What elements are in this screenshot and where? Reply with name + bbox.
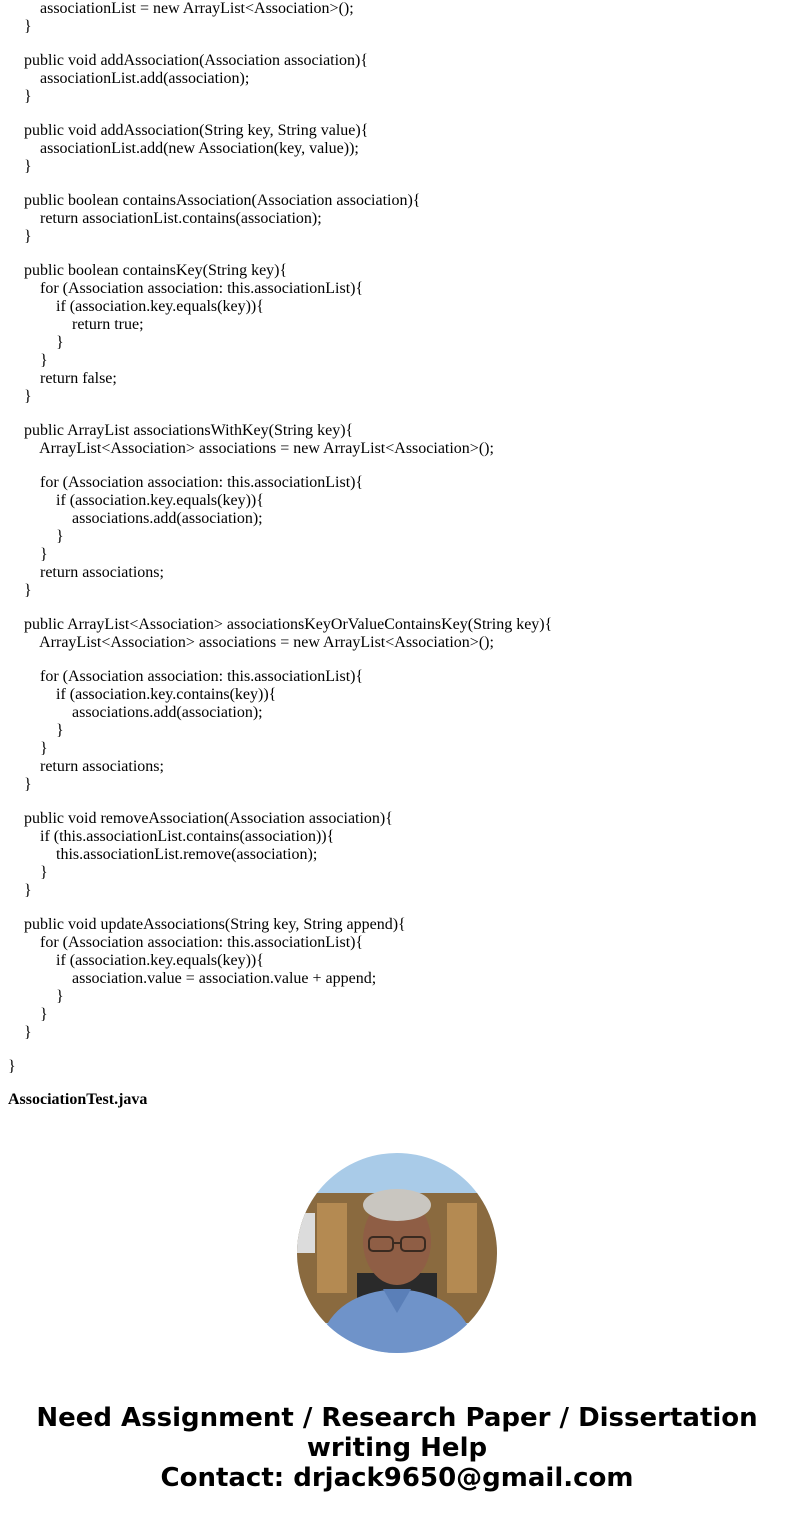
code-line: associationList.add(new Association(key, value)); bbox=[8, 140, 359, 157]
code-line: public void addAssociation(Association association){ bbox=[8, 52, 369, 69]
code-line: } bbox=[8, 722, 64, 739]
code-line: public boolean containsKey(String key){ bbox=[8, 262, 288, 279]
code-line: return associationList.contains(association); bbox=[8, 210, 322, 227]
code-line: association.value = association.value + append; bbox=[8, 970, 377, 987]
promo-line-2: writing Help bbox=[306, 1433, 488, 1463]
code-line: return true; bbox=[8, 316, 144, 333]
code-line: public void addAssociation(String key, String value){ bbox=[8, 122, 369, 139]
author-avatar bbox=[297, 1153, 497, 1353]
code-line: public void updateAssociations(String key, String append){ bbox=[8, 916, 406, 933]
code-line bbox=[8, 246, 788, 262]
code-line: } bbox=[8, 88, 32, 105]
code-line: if (association.key.equals(key)){ bbox=[8, 298, 264, 315]
code-line: if (this.associationList.contains(association)){ bbox=[8, 828, 335, 845]
file-heading: AssociationTest.java bbox=[8, 1091, 148, 1108]
code-line: } bbox=[8, 528, 64, 545]
code-line: } bbox=[8, 882, 32, 899]
code-line bbox=[8, 1042, 788, 1058]
code-line bbox=[8, 652, 788, 668]
code-line bbox=[8, 458, 788, 474]
code-line: } bbox=[8, 158, 32, 175]
code-line: ArrayList<Association> associations = new ArrayList<Association>(); bbox=[8, 634, 494, 651]
promo-banner bbox=[0, 1403, 794, 1493]
code-line: associations.add(association); bbox=[8, 704, 263, 721]
code-line bbox=[8, 600, 788, 616]
code-line: } bbox=[8, 864, 48, 881]
code-line: } bbox=[8, 1006, 48, 1023]
code-line: return associations; bbox=[8, 758, 164, 775]
code-line bbox=[8, 900, 788, 916]
code-line: associationList.add(association); bbox=[8, 70, 250, 87]
code-line: } bbox=[8, 1024, 32, 1041]
code-line: } bbox=[8, 18, 32, 35]
code-line: for (Association association: this.associationList){ bbox=[8, 280, 364, 297]
code-line: for (Association association: this.associationList){ bbox=[8, 474, 364, 491]
code-line: ArrayList<Association> associations = new ArrayList<Association>(); bbox=[8, 440, 494, 457]
code-line: associations.add(association); bbox=[8, 510, 263, 527]
code-line: if (association.key.equals(key)){ bbox=[8, 492, 264, 509]
code-line: } bbox=[8, 546, 48, 563]
code-line: } bbox=[8, 352, 48, 369]
code-line: if (association.key.contains(key)){ bbox=[8, 686, 277, 703]
code-line bbox=[8, 36, 788, 52]
code-line: for (Association association: this.associationList){ bbox=[8, 934, 364, 951]
code-line: public ArrayList associationsWithKey(String key){ bbox=[8, 422, 354, 439]
code-line: } bbox=[8, 388, 32, 405]
code-line: } bbox=[8, 1058, 16, 1075]
code-listing bbox=[8, 0, 788, 1076]
code-line bbox=[8, 406, 788, 422]
code-line: } bbox=[8, 582, 32, 599]
code-line: public void removeAssociation(Association association){ bbox=[8, 810, 393, 827]
code-line: public ArrayList<Association> associationsKeyOrValueContainsKey(String key){ bbox=[8, 616, 553, 633]
code-line: return associations; bbox=[8, 564, 164, 581]
code-line: this.associationList.remove(association); bbox=[8, 846, 318, 863]
code-line: } bbox=[8, 740, 48, 757]
code-line: } bbox=[8, 228, 32, 245]
code-line: return false; bbox=[8, 370, 117, 387]
promo-line-1: Need Assignment / Research Paper / Dissertation bbox=[36, 1403, 758, 1433]
code-line bbox=[8, 106, 788, 122]
code-line bbox=[8, 794, 788, 810]
code-line: for (Association association: this.associationList){ bbox=[8, 668, 364, 685]
code-line: if (association.key.equals(key)){ bbox=[8, 952, 264, 969]
code-line bbox=[8, 176, 788, 192]
code-line: associationList = new ArrayList<Association>(); bbox=[8, 0, 354, 17]
author-portrait-image bbox=[297, 1153, 497, 1353]
code-line: public boolean containsAssociation(Association association){ bbox=[8, 192, 421, 209]
code-line: } bbox=[8, 988, 64, 1005]
code-line: } bbox=[8, 334, 64, 351]
code-line: } bbox=[8, 776, 32, 793]
promo-contact-line: Contact: drjack9650@gmail.com bbox=[160, 1463, 634, 1493]
